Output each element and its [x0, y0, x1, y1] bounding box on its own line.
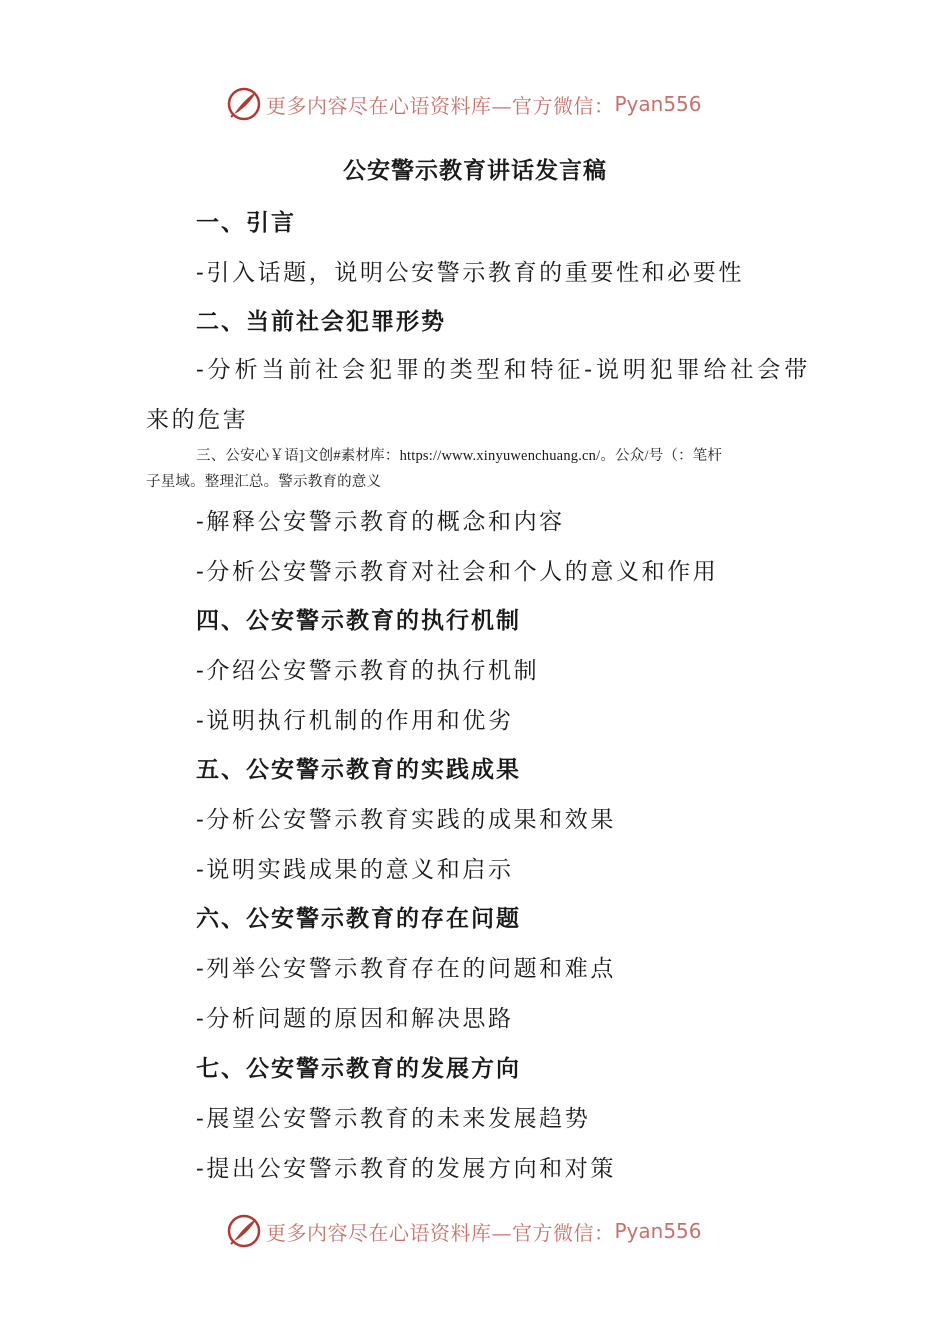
body-line: -说明执行机制的作用和优劣: [196, 708, 514, 734]
body-line: -列举公安警示教育存在的问题和难点: [196, 956, 616, 982]
body-line: -分析当前社会犯罪的类型和特征-说明犯罪给社会带: [196, 357, 812, 383]
section-heading: 四、公安警示教育的执行机制: [196, 608, 521, 634]
body-line-continuation: 来的危害: [146, 407, 249, 433]
body-line: -分析公安警示教育对社会和个人的意义和作用: [196, 559, 719, 585]
document-title: 公安警示教育讲话发言稿: [343, 158, 607, 184]
inserted-notice: 三、公安心￥语]文创#素材库：https://www.xinyuwenchuang.cn/。公众/号（：笔杆: [196, 448, 723, 464]
body-line: -说明实践成果的意义和启示: [196, 857, 514, 883]
section-heading: 六、公安警示教育的存在问题: [196, 906, 521, 932]
watermark-bottom: [226, 1211, 746, 1251]
quill-logo-icon: [226, 1213, 262, 1249]
watermark-wechat-id: Pyan556: [614, 92, 702, 116]
inserted-notice-continuation: 子星域。整理汇总。警示教育的意义: [146, 474, 382, 490]
section-heading: 一、引言: [196, 210, 296, 236]
body-line: -引入话题，说明公安警示教育的重要性和必要性: [196, 260, 744, 286]
body-line: -展望公安警示教育的未来发展趋势: [196, 1106, 591, 1132]
section-heading: 二、当前社会犯罪形势: [196, 309, 446, 335]
watermark-wechat-id: Pyan556: [614, 1219, 702, 1243]
body-line: -分析公安警示教育实践的成果和效果: [196, 807, 616, 833]
watermark-text: 更多内容尽在心语资料库—官方微信：: [266, 93, 615, 118]
body-line: -分析问题的原因和解决思路: [196, 1006, 514, 1032]
body-line: -提出公安警示教育的发展方向和对策: [196, 1156, 616, 1182]
watermark-top: [226, 84, 746, 124]
quill-logo-icon: [226, 86, 262, 122]
section-heading: 七、公安警示教育的发展方向: [196, 1056, 521, 1082]
section-heading: 五、公安警示教育的实践成果: [196, 757, 521, 783]
body-line: -介绍公安警示教育的执行机制: [196, 658, 540, 684]
watermark-text: 更多内容尽在心语资料库—官方微信：: [266, 1220, 615, 1245]
body-line: -解释公安警示教育的概念和内容: [196, 509, 565, 535]
